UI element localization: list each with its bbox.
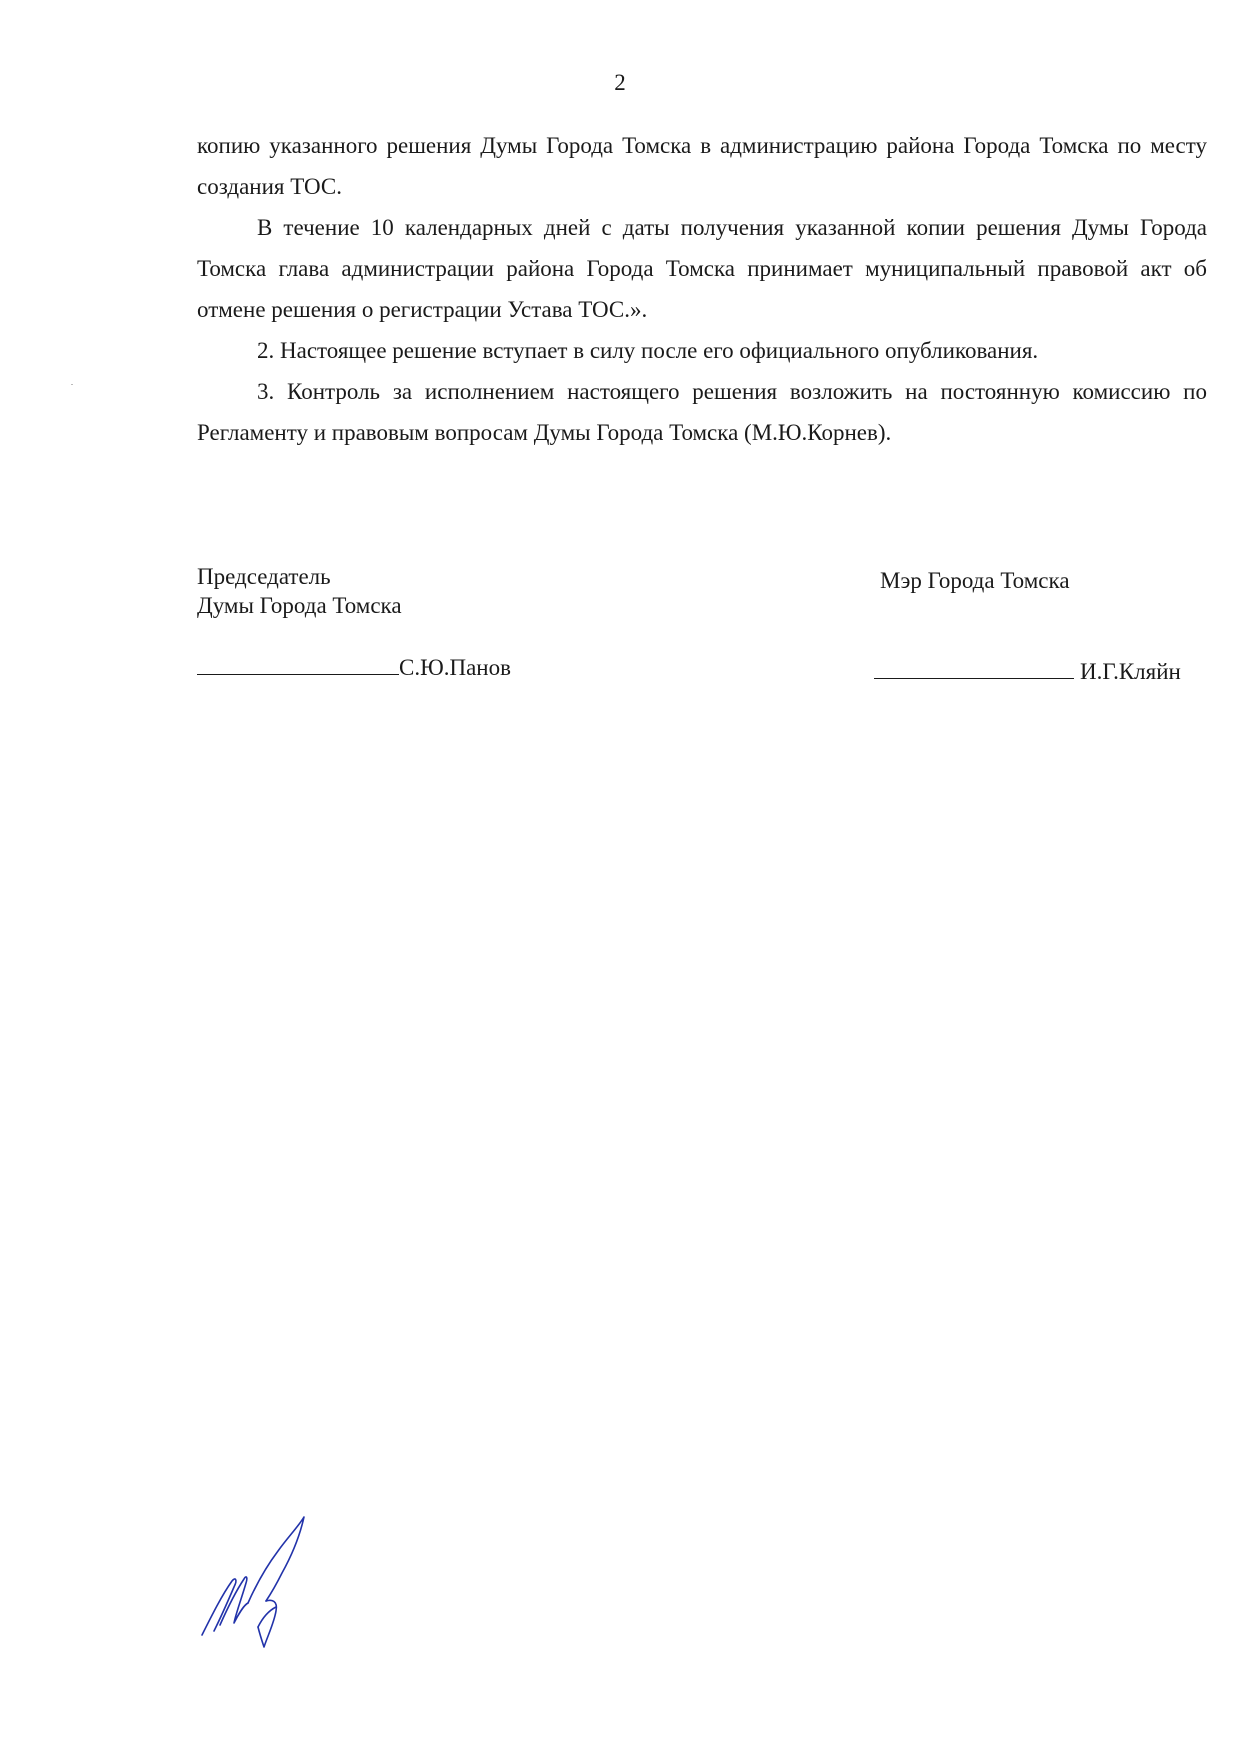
mayor-name: И.Г.Кляйн — [1080, 659, 1181, 684]
paragraph-item-2: 2. Настоящее решение вступает в силу после его официального опубликования. — [257, 338, 1039, 363]
paragraph-deadline: В течение 10 календарных дней с даты получения указанной копии решения Думы Города Томска глава администрации района Города Томска принимает муниципальный правовой акт об отмене решения о регистрации Устава ТОС.». — [197, 215, 1207, 322]
chairman-title-line2: Думы Города Томска — [197, 593, 402, 618]
paragraph-item-3: 3. Контроль за исполнением настоящего решения возложить на постоянную комиссию по Регламенту и правовым вопросам Думы Города Томска (М.Ю.Корнев). — [197, 379, 1207, 445]
scan-artifact — [71, 384, 73, 385]
chairman-title-line1: Председатель — [197, 564, 331, 589]
page-number: 2 — [614, 70, 626, 95]
chairman-signature-underline — [197, 654, 399, 675]
paragraph-continuation: копию указанного решения Думы Города Томска в администрацию района Города Томска по месту создания ТОС. — [197, 133, 1207, 199]
mayor-signature-line — [874, 658, 1181, 685]
chairman-signature-line — [197, 654, 511, 681]
chairman-title — [197, 562, 402, 620]
mayor-signature-underline — [874, 658, 1074, 679]
handwritten-signature — [200, 1515, 330, 1655]
document-body — [197, 125, 1207, 453]
chairman-name: С.Ю.Панов — [399, 655, 511, 680]
mayor-title: Мэр Города Томска — [880, 568, 1070, 593]
